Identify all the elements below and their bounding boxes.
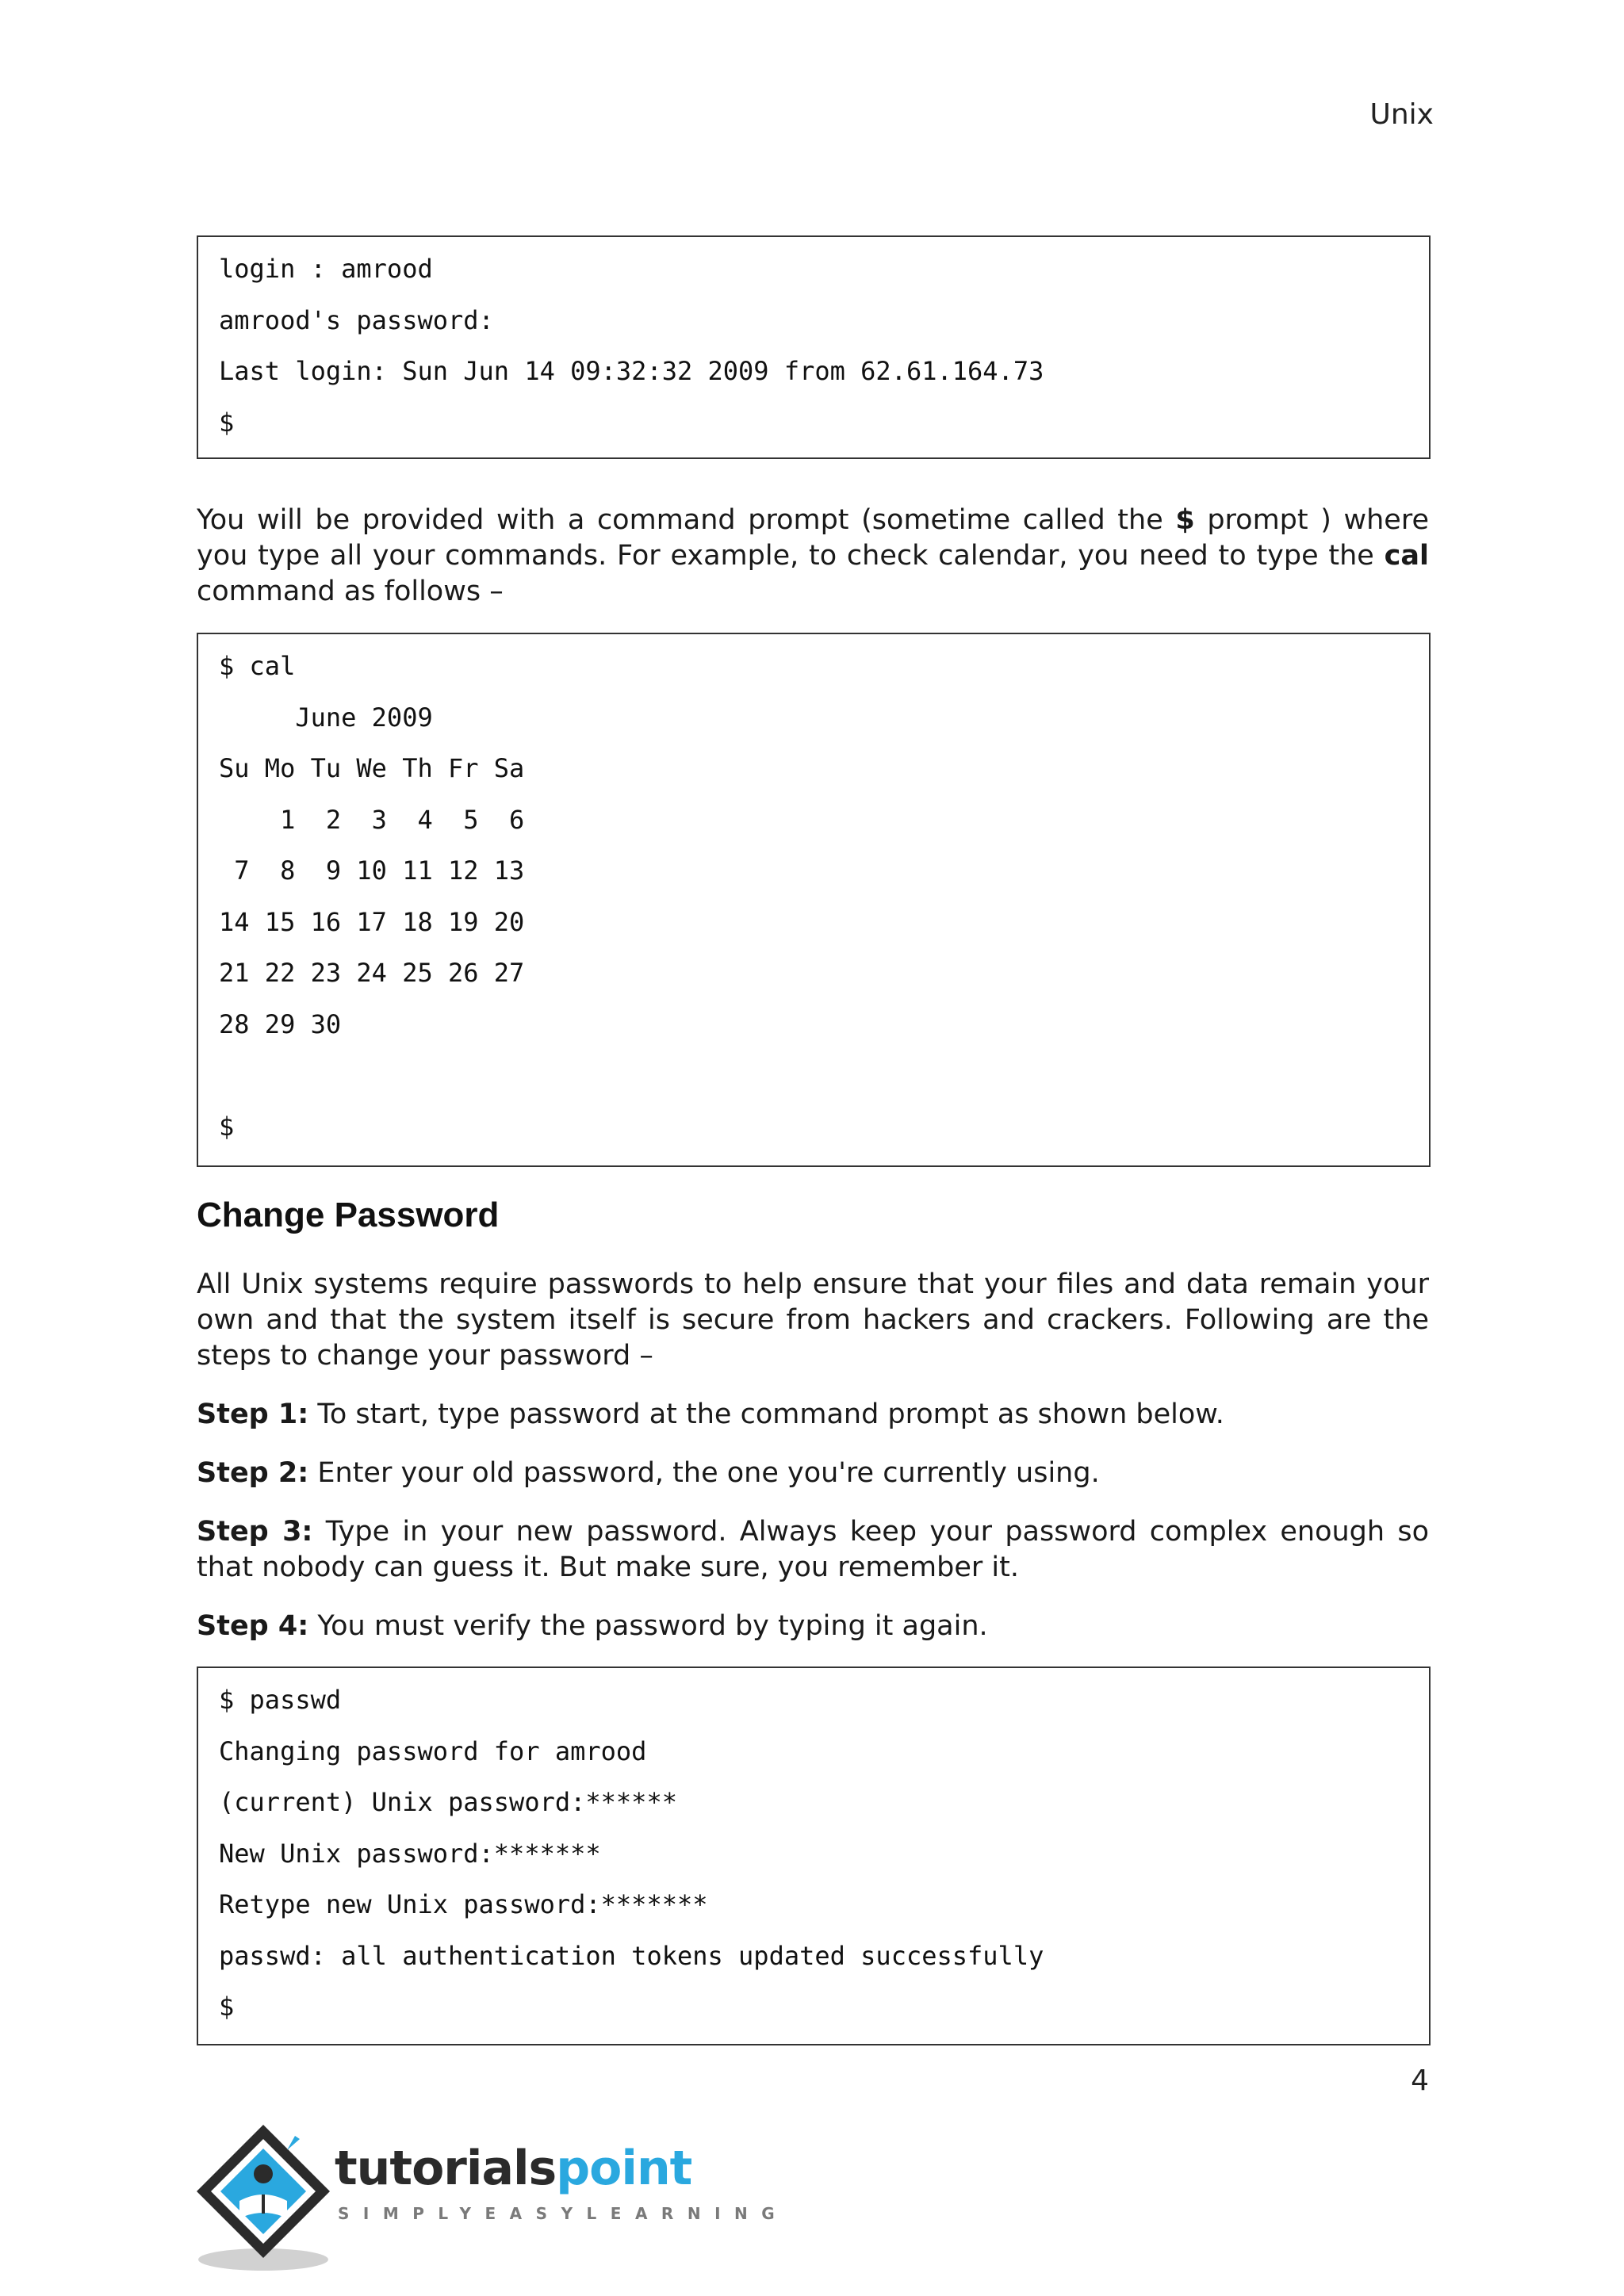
code-line (219, 1050, 1408, 1101)
step-label: Step 4: (197, 1610, 309, 1642)
step-4 (197, 1609, 1429, 1644)
step-2 (197, 1456, 1429, 1491)
code-line: $ (219, 1111, 235, 1142)
running-header: Unix (1369, 98, 1434, 131)
code-line: Last login: Sun Jun 14 09:32:32 2009 from 62.61.164.73 (219, 356, 1044, 386)
logo-wordmark (335, 2141, 691, 2196)
code-line: login : amrood (219, 254, 433, 284)
step-1 (197, 1397, 1429, 1433)
logo-mark-icon (190, 2118, 349, 2277)
code-line: 21 22 23 24 25 26 27 (219, 958, 525, 988)
logo-word-point: point (556, 2141, 692, 2196)
code-line: 14 15 16 17 18 19 20 (219, 906, 525, 937)
tutorialspoint-logo (190, 2118, 789, 2277)
intro-bold-cal: cal (1384, 540, 1429, 572)
section-intro: All Unix systems require passwords to help ensure that your files and data remain your own and that the system itself is secure from hackers and crackers. Following are the steps to change your password – (197, 1269, 1429, 1372)
intro-paragraph (197, 503, 1429, 610)
code-line: (current) Unix password:****** (219, 1787, 677, 1817)
code-line: Su Mo Tu We Th Fr Sa (219, 753, 525, 783)
intro-text: prompt ) where you type all your commands. For example, to check calendar, you need to type the (197, 504, 1429, 572)
code-line: $ (219, 1992, 235, 2022)
code-line: 7 8 9 10 11 12 13 (219, 855, 525, 886)
code-block-login (197, 235, 1431, 459)
intro-text: You will be provided with a command prompt (sometime called the (197, 504, 1176, 536)
code-line: passwd: all authentication tokens updated successfully (219, 1940, 1044, 1971)
code-line: amrood's password: (219, 304, 494, 335)
step-3 (197, 1514, 1429, 1586)
step-text: You must verify the password by typing it again. (308, 1610, 988, 1642)
logo-word-tutorials: tutorials (335, 2141, 557, 2196)
code-line: $ (219, 407, 235, 438)
code-block-passwd (197, 1667, 1431, 2045)
intro-bold-dollar: $ (1175, 504, 1195, 536)
intro-text: command as follows – (197, 576, 504, 607)
step-text: To start, type password at the command prompt as shown below. (308, 1399, 1224, 1430)
step-text: Enter your old password, the one you're currently using. (308, 1457, 1100, 1489)
code-line: New Unix password:******* (219, 1838, 601, 1869)
code-line: 1 2 3 4 5 6 (219, 804, 525, 835)
code-block-cal (197, 633, 1431, 1167)
logo-tagline: SIMPLYEASYLEARNING (338, 2204, 789, 2223)
step-label: Step 3: (197, 1516, 313, 1548)
code-line: $ cal (219, 651, 296, 681)
code-line: $ passwd (219, 1685, 342, 1715)
code-line: Retype new Unix password:******* (219, 1889, 708, 1919)
step-label: Step 1: (197, 1399, 309, 1430)
code-line: Changing password for amrood (219, 1735, 647, 1766)
step-text: Type in your new password. Always keep your password complex enough so that nobody can guess it. But make sure, you remember it. (197, 1516, 1430, 1583)
code-line: 28 29 30 (219, 1008, 342, 1039)
section-heading: Change Password (197, 1196, 500, 1234)
page-number: 4 (1411, 2064, 1429, 2097)
step-label: Step 2: (197, 1457, 309, 1489)
code-line: June 2009 (219, 702, 433, 733)
